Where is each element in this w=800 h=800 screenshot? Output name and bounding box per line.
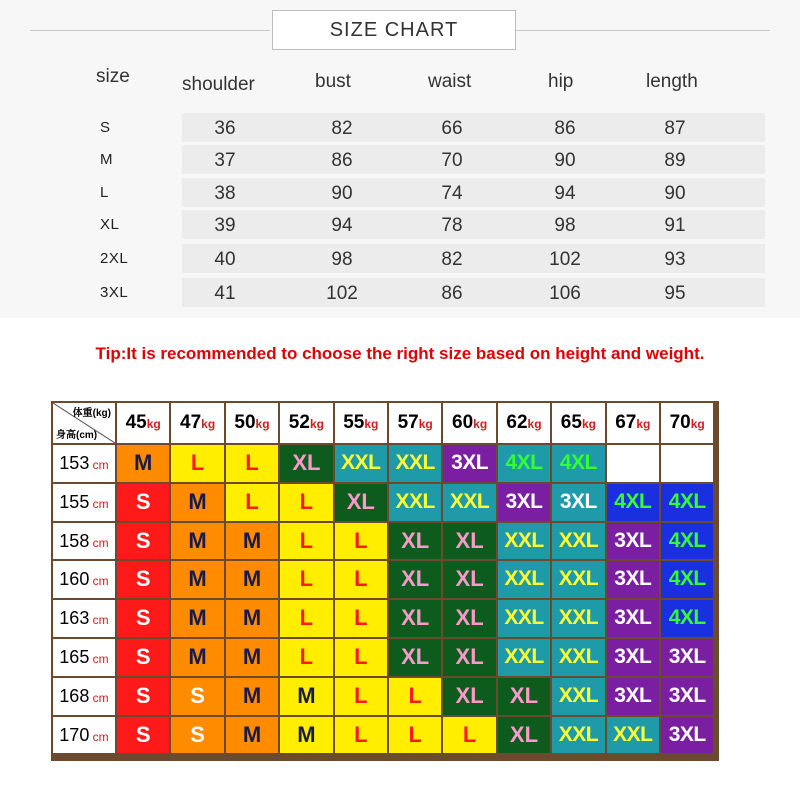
- size-recommendation-cell: XL: [389, 523, 441, 560]
- size-label: S: [100, 119, 111, 136]
- corner-weight-label: 体重(kg): [72, 408, 111, 419]
- size-header-waist: waist: [428, 71, 472, 92]
- size-recommendation-cell: 3XL: [443, 445, 495, 482]
- weight-header: [498, 403, 550, 443]
- weight-value: 45: [125, 412, 147, 433]
- measurement-hip: 90: [554, 150, 576, 171]
- recommendation-grid: [51, 401, 719, 761]
- weight-value: 52: [288, 412, 310, 433]
- measurement-waist: 82: [441, 249, 463, 270]
- tip-text: Tip:It is recommended to choose the right size based on height and weight.: [95, 344, 705, 363]
- size-label: L: [100, 184, 109, 201]
- weight-header: [280, 403, 332, 443]
- size-recommendation-cell: S: [117, 484, 169, 521]
- size-recommendation-cell: XXL: [552, 600, 604, 637]
- size-recommendation-cell: M: [171, 600, 223, 637]
- size-recommendation-cell: M: [226, 678, 278, 715]
- size-recommendation-cell: 4XL: [661, 561, 713, 598]
- size-recommendation-cell: XL: [443, 678, 495, 715]
- measurement-shoulder: 37: [214, 150, 236, 171]
- size-recommendation-cell: 3XL: [661, 717, 713, 754]
- size-recommendation-cell: M: [226, 717, 278, 754]
- size-recommendation-cell: L: [280, 600, 332, 637]
- size-recommendation-cell: L: [335, 639, 387, 676]
- weight-value: 60: [452, 412, 474, 433]
- size-recommendation-cell: L: [335, 717, 387, 754]
- size-recommendation-cell: XL: [335, 484, 387, 521]
- height-header: [53, 561, 115, 598]
- size-recommendation-cell: XL: [443, 639, 495, 676]
- size-recommendation-cell: 4XL: [661, 600, 713, 637]
- weight-value: 70: [669, 412, 691, 433]
- size-recommendation-cell: XXL: [552, 717, 604, 754]
- measurement-waist: 70: [441, 150, 463, 171]
- measurement-bust: 98: [331, 249, 353, 270]
- size-recommendation-cell: M: [117, 445, 169, 482]
- size-recommendation-cell: XL: [443, 561, 495, 598]
- size-recommendation-cell: S: [171, 678, 223, 715]
- height-unit: cm: [89, 458, 109, 472]
- size-header-size: size: [96, 66, 130, 87]
- height-unit: cm: [89, 496, 109, 511]
- size-recommendation-cell: XXL: [498, 600, 550, 637]
- size-recommendation-cell: S: [117, 639, 169, 676]
- size-recommendation-cell: S: [171, 717, 223, 754]
- size-recommendation-cell: M: [280, 678, 332, 715]
- size-recommendation-cell: XXL: [498, 561, 550, 598]
- weight-unit: kg: [690, 417, 705, 431]
- size-recommendation-cell: L: [335, 523, 387, 560]
- weight-unit: kg: [364, 417, 379, 431]
- height-value: 170: [59, 724, 90, 745]
- size-recommendation-cell: L: [280, 523, 332, 560]
- size-label: 3XL: [100, 284, 129, 301]
- size-recommendation-cell: L: [335, 678, 387, 715]
- height-unit: cm: [89, 729, 109, 744]
- weight-header: [389, 403, 441, 443]
- weight-header: [226, 403, 278, 443]
- size-recommendation-cell: XL: [280, 445, 332, 482]
- size-recommendation-cell: L: [280, 561, 332, 598]
- corner-height-label: 身高(cm): [56, 430, 98, 441]
- size-recommendation-cell: 3XL: [607, 561, 659, 598]
- size-recommendation-cell: 3XL: [552, 484, 604, 521]
- size-recommendation-cell: S: [117, 561, 169, 598]
- weight-header: [661, 403, 713, 443]
- height-value: 160: [59, 569, 90, 590]
- measurement-length: 93: [664, 249, 686, 270]
- size-recommendation-cell: M: [280, 717, 332, 754]
- measurement-hip: 106: [549, 283, 581, 304]
- weight-value: 47: [180, 412, 202, 433]
- height-value: 163: [59, 608, 90, 629]
- weight-unit: kg: [581, 417, 596, 431]
- size-recommendation-cell: 4XL: [661, 484, 713, 521]
- height-value: 153: [59, 453, 90, 473]
- size-recommendation-cell: L: [335, 600, 387, 637]
- size-header-bust: bust: [315, 71, 351, 92]
- size-recommendation-cell: XXL: [389, 445, 441, 482]
- size-header-hip: hip: [548, 71, 574, 92]
- weight-header: [552, 403, 604, 443]
- weight-unit: kg: [309, 417, 324, 431]
- size-recommendation-cell: XXL: [443, 484, 495, 521]
- size-recommendation-cell: S: [117, 678, 169, 715]
- height-unit: cm: [89, 613, 109, 628]
- size-recommendation-cell: 3XL: [607, 600, 659, 637]
- weight-header: [607, 403, 659, 443]
- height-unit: cm: [89, 535, 109, 550]
- measurement-shoulder: 39: [214, 215, 236, 236]
- measurement-shoulder: 41: [214, 283, 236, 304]
- measurement-waist: 66: [441, 118, 463, 139]
- height-value: 165: [59, 647, 90, 667]
- height-unit: cm: [89, 652, 109, 666]
- size-recommendation-cell: XXL: [552, 639, 604, 676]
- measurement-waist: 86: [441, 283, 463, 304]
- height-value: 158: [59, 530, 90, 551]
- size-recommendation-cell: 3XL: [607, 639, 659, 676]
- size-label: 2XL: [100, 250, 129, 267]
- grid-corner: [53, 403, 115, 443]
- measurement-waist: 78: [441, 215, 463, 236]
- measurement-shoulder: 36: [214, 118, 236, 139]
- height-header: [53, 523, 115, 560]
- measurement-length: 89: [664, 150, 686, 171]
- size-recommendation-cell: XXL: [498, 639, 550, 676]
- weight-unit: kg: [255, 417, 270, 431]
- weight-value: 62: [506, 412, 528, 433]
- size-recommendation-cell: [661, 445, 713, 482]
- size-recommendation-cell: L: [389, 678, 441, 715]
- weight-header: [443, 403, 495, 443]
- size-recommendation-cell: XXL: [552, 561, 604, 598]
- height-unit: cm: [89, 574, 109, 589]
- size-recommendation-cell: S: [117, 600, 169, 637]
- size-recommendation-cell: [607, 445, 659, 482]
- size-label: M: [100, 151, 113, 168]
- size-recommendation-cell: XL: [443, 600, 495, 637]
- size-recommendation-cell: XL: [498, 678, 550, 715]
- size-recommendation-cell: S: [117, 523, 169, 560]
- weight-value: 50: [234, 412, 256, 433]
- height-value: 155: [59, 491, 90, 512]
- weight-unit: kg: [201, 417, 216, 431]
- measurement-hip: 102: [549, 249, 581, 270]
- height-header: [53, 639, 115, 676]
- measurement-waist: 74: [441, 183, 463, 204]
- measurement-length: 90: [664, 183, 686, 204]
- measurement-length: 91: [664, 215, 686, 236]
- size-recommendation-cell: 4XL: [498, 445, 550, 482]
- divider-left: [30, 30, 270, 31]
- size-header-length: length: [646, 71, 698, 92]
- size-recommendation-cell: XXL: [498, 523, 550, 560]
- size-recommendation-cell: L: [389, 717, 441, 754]
- size-recommendation-cell: M: [171, 523, 223, 560]
- size-recommendation-cell: M: [171, 484, 223, 521]
- size-header-shoulder: shoulder: [182, 74, 255, 95]
- weight-unit: kg: [527, 417, 542, 431]
- height-value: 168: [59, 685, 90, 706]
- size-recommendation-cell: XL: [443, 523, 495, 560]
- size-recommendation-cell: L: [280, 484, 332, 521]
- size-recommendation-cell: XL: [389, 639, 441, 676]
- size-recommendation-cell: XXL: [552, 523, 604, 560]
- weight-value: 55: [343, 412, 365, 433]
- weight-unit: kg: [146, 417, 161, 431]
- size-recommendation-cell: 3XL: [498, 484, 550, 521]
- measurement-bust: 94: [331, 215, 353, 236]
- measurement-length: 95: [664, 283, 686, 304]
- measurement-shoulder: 38: [214, 183, 236, 204]
- size-recommendation-cell: 3XL: [661, 678, 713, 715]
- size-recommendation-cell: XXL: [552, 678, 604, 715]
- size-recommendation-cell: XXL: [607, 717, 659, 754]
- size-recommendation-cell: M: [226, 639, 278, 676]
- measurement-length: 87: [664, 118, 686, 139]
- measurement-bust: 86: [331, 150, 353, 171]
- size-recommendation-cell: XXL: [389, 484, 441, 521]
- size-recommendation-cell: L: [443, 717, 495, 754]
- size-recommendation-cell: M: [226, 523, 278, 560]
- size-recommendation-cell: 3XL: [607, 523, 659, 560]
- measurement-bust: 102: [326, 283, 358, 304]
- height-unit: cm: [89, 690, 109, 705]
- size-recommendation-cell: L: [280, 639, 332, 676]
- size-recommendation-cell: XL: [389, 561, 441, 598]
- size-recommendation-cell: 3XL: [661, 639, 713, 676]
- weight-value: 67: [615, 412, 637, 433]
- measurement-hip: 98: [554, 215, 576, 236]
- size-recommendation-cell: L: [226, 445, 278, 482]
- measurement-bust: 90: [331, 183, 353, 204]
- height-header: [53, 600, 115, 637]
- measurement-shoulder: 40: [214, 249, 236, 270]
- weight-header: [335, 403, 387, 443]
- weight-unit: kg: [473, 417, 488, 431]
- weight-header: [117, 403, 169, 443]
- size-recommendation-cell: XXL: [335, 445, 387, 482]
- size-recommendation-cell: 4XL: [552, 445, 604, 482]
- weight-value: 57: [397, 412, 419, 433]
- height-header: [53, 484, 115, 521]
- measurement-hip: 94: [554, 183, 576, 204]
- size-recommendation-cell: M: [226, 561, 278, 598]
- height-header: [53, 445, 115, 482]
- size-recommendation-cell: 4XL: [607, 484, 659, 521]
- size-chart-title: SIZE CHART: [272, 10, 516, 50]
- weight-unit: kg: [636, 417, 651, 431]
- measurement-hip: 86: [554, 118, 576, 139]
- size-label: XL: [100, 216, 120, 233]
- size-recommendation-cell: S: [117, 717, 169, 754]
- size-recommendation-cell: M: [226, 600, 278, 637]
- size-recommendation-cell: L: [335, 561, 387, 598]
- divider-right: [516, 30, 770, 31]
- height-header: [53, 717, 115, 754]
- size-recommendation-cell: L: [226, 484, 278, 521]
- size-recommendation-cell: 4XL: [661, 523, 713, 560]
- height-header: [53, 678, 115, 715]
- size-recommendation-cell: M: [171, 639, 223, 676]
- size-recommendation-cell: 3XL: [607, 678, 659, 715]
- size-recommendation-cell: XL: [389, 600, 441, 637]
- size-recommendation-cell: L: [171, 445, 223, 482]
- weight-header: [171, 403, 223, 443]
- size-recommendation-cell: XL: [498, 717, 550, 754]
- size-recommendation-cell: M: [171, 561, 223, 598]
- measurement-bust: 82: [331, 118, 353, 139]
- weight-unit: kg: [418, 417, 433, 431]
- weight-value: 65: [560, 412, 582, 433]
